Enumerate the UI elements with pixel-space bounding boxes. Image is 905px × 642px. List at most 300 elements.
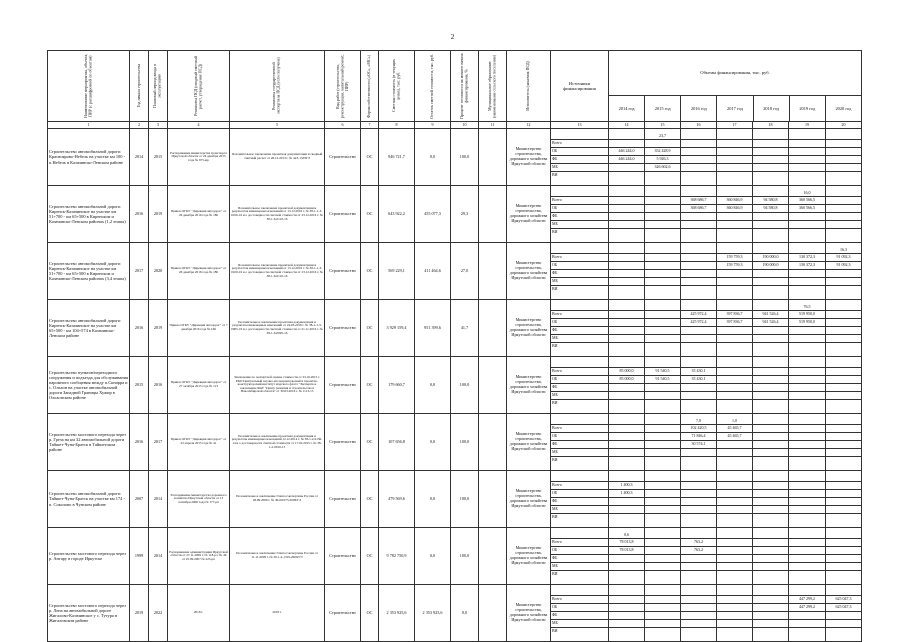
psd-details: Приказ ОГКУ "Дирекция автодорог" от 22 апреля 2015 года № 41 <box>168 414 230 471</box>
readiness-percent: 100,0 <box>451 357 479 414</box>
psd-details: Распоряжение администрации Иркутской области от 27.11.2006 г. № 118-р/с № 46 от 25.09.2007 № 223-рп <box>168 528 230 585</box>
funding-value: 35 430,1 <box>681 376 716 384</box>
estimated-cost: 569 229,1 <box>379 243 415 300</box>
funding-year-cell <box>645 243 681 300</box>
funding-value: 425 972,4 <box>681 319 716 327</box>
funding-value <box>645 425 680 433</box>
funding-value <box>645 596 680 604</box>
funding-value <box>789 327 825 335</box>
municipality <box>479 186 507 243</box>
percent-above <box>681 300 716 311</box>
funding-value <box>645 327 680 335</box>
source-label: ФБ <box>551 612 608 620</box>
funding-value <box>717 392 752 400</box>
funding-value <box>681 596 716 604</box>
funding-value <box>789 376 825 384</box>
funding-year-cell <box>609 300 645 357</box>
start-year: 2016 <box>130 186 149 243</box>
funding-year-cell <box>826 300 862 357</box>
funding-value <box>789 400 825 408</box>
percent-above: 76,5 <box>789 300 825 311</box>
funding-value <box>826 555 861 563</box>
funding-value <box>753 229 788 237</box>
funding-value: 625 047,3 <box>826 596 861 604</box>
funding-value <box>789 148 825 156</box>
funding-value <box>645 286 680 294</box>
funding-value: 360 566,5 <box>789 197 825 205</box>
funding-value <box>681 563 716 571</box>
percent-above <box>789 585 825 596</box>
remaining-cost: 0,0 <box>415 471 451 528</box>
funding-value <box>789 620 825 628</box>
funding-year-cell <box>645 414 681 471</box>
expertise-details: Положительное заключение проектная документация и результаты инженерных изысканий от 24.03.2016 г. № 38-1-1-3-0005-16 и о достоверности сметной стоимости от 21.11.2016 г. № 38-1-6-0095-16 <box>230 300 325 357</box>
funding-value <box>717 498 752 506</box>
column-number: 8 <box>379 122 415 129</box>
funding-value <box>717 140 752 148</box>
funding-year-cell <box>753 528 789 585</box>
municipality <box>479 528 507 585</box>
percent-above <box>753 243 788 254</box>
funding-value: 94 580,8 <box>753 205 788 213</box>
funding-value <box>717 156 752 164</box>
column-number: 9 <box>415 122 451 129</box>
end-year: 2022 <box>149 585 168 642</box>
object-name: Строительство автомобильной дороги Красноярово-Небель на участке км 100 - п.Небель в Казачинско-Ленском районе <box>48 129 130 186</box>
work-type: Строительство <box>325 243 361 300</box>
funding-value <box>609 343 644 351</box>
start-year: 2016 <box>130 414 149 471</box>
funding-value: 368 686,7 <box>681 205 716 213</box>
funding-value <box>645 311 680 319</box>
funding-year-cell <box>681 414 717 471</box>
source-label: Всего <box>551 197 608 205</box>
funding-value <box>826 221 861 229</box>
funding-year-cell <box>717 186 753 243</box>
percent-above: 7,0 <box>681 414 716 425</box>
funding-value <box>645 270 680 278</box>
funding-value <box>645 392 680 400</box>
funding-value <box>826 571 861 579</box>
funding-year-cell <box>681 186 717 243</box>
funding-value <box>826 197 861 205</box>
funding-year-cell <box>717 528 753 585</box>
funding-value <box>826 229 861 237</box>
funding-year-cell <box>826 471 862 528</box>
funding-value: 368 686,7 <box>681 197 716 205</box>
percent-above <box>717 528 752 539</box>
funding-year-cell <box>789 414 826 471</box>
funding-value <box>609 221 644 229</box>
funding-value <box>609 392 644 400</box>
funding-value: 519 950,0 <box>789 311 825 319</box>
funding-value <box>789 156 825 164</box>
funding-year-cell <box>826 186 862 243</box>
funding-value <box>681 449 716 457</box>
source-label: МБ <box>551 506 608 514</box>
percent-above <box>681 528 716 539</box>
investment-table <box>47 50 862 642</box>
source-label: Всего <box>551 596 608 604</box>
year-header: 2017 год <box>717 96 753 121</box>
remaining-cost: 411 464,6 <box>415 243 451 300</box>
table-row <box>48 528 862 585</box>
funding-value <box>789 140 825 148</box>
funding-value <box>645 441 680 449</box>
executor: Министерство строительства, дорожного хозяйства Иркутской области <box>507 243 551 300</box>
funding-year-cell <box>645 300 681 357</box>
funding-value <box>826 156 861 164</box>
funding-value: 397 836,7 <box>717 319 752 327</box>
funding-value <box>645 490 680 498</box>
ownership: ОС <box>361 357 379 414</box>
funding-value <box>753 441 788 449</box>
funding-year-cell <box>826 414 862 471</box>
start-year: 2017 <box>130 243 149 300</box>
funding-value: 159 759,3 <box>717 254 752 262</box>
municipality <box>479 357 507 414</box>
funding-year-cell <box>681 129 717 186</box>
funding-value <box>826 368 861 376</box>
percent-above <box>753 129 788 140</box>
funding-year-cell <box>609 186 645 243</box>
year-header: 2019 год <box>790 96 826 121</box>
start-year: 2014 <box>130 129 149 186</box>
funding-value: 360 566,5 <box>789 205 825 213</box>
source-label: ФБ <box>551 441 608 449</box>
funding-year-cell <box>789 300 826 357</box>
readiness-percent: 100,0 <box>451 528 479 585</box>
funding-value: 425 972,4 <box>681 311 716 319</box>
funding-value <box>789 628 825 636</box>
header-col4: Реквизиты ПСД (сводный сметный расчет, утверждение ПСД) <box>168 51 230 122</box>
funding-value <box>609 457 644 465</box>
funding-value: 159 759,3 <box>717 262 752 270</box>
funding-value <box>645 335 680 343</box>
remaining-cost: 0,0 <box>415 357 451 414</box>
table-row <box>48 186 862 243</box>
funding-value <box>645 384 680 392</box>
source-label: Всего <box>551 482 608 490</box>
funding-value: 397 836,7 <box>717 311 752 319</box>
funding-value <box>753 368 788 376</box>
column-number: 16 <box>681 122 717 129</box>
table-row <box>48 300 862 357</box>
funding-value: 130 372,3 <box>789 262 825 270</box>
funding-value <box>681 628 716 636</box>
year-header: 2015 год <box>645 96 681 121</box>
ownership: ОС <box>361 528 379 585</box>
funding-value: 1 400,3 <box>609 490 644 498</box>
percent-above <box>717 129 752 140</box>
header-col5: Реквизиты государственной экспертизы ПСД (если получена) <box>230 51 325 122</box>
funding-value <box>753 563 788 571</box>
percent-above <box>826 471 861 482</box>
funding-sources <box>551 186 609 243</box>
funding-value <box>717 506 752 514</box>
source-label: ВИ <box>552 286 558 292</box>
funding-value <box>717 547 752 555</box>
funding-sources <box>551 414 609 471</box>
funding-value <box>681 278 716 286</box>
funding-value <box>609 571 644 579</box>
estimated-cost: 179 660,7 <box>379 357 415 414</box>
funding-value <box>753 506 788 514</box>
funding-value <box>826 490 861 498</box>
percent-above <box>645 300 680 311</box>
funding-value <box>789 343 825 351</box>
funding-value <box>753 571 788 579</box>
ownership: ОС <box>361 471 379 528</box>
funding-value <box>681 392 716 400</box>
funding-year-cell <box>753 357 789 414</box>
page-number: 2 <box>450 33 455 41</box>
funding-value <box>789 384 825 392</box>
funding-value <box>609 262 644 270</box>
funding-value <box>826 457 861 465</box>
funding-year-cell <box>789 186 826 243</box>
funding-value <box>753 433 788 441</box>
funding-value <box>681 262 716 270</box>
object-name: Строительство пунктов/переходного сооружения и подъезда для обслуживания паромного сообщения между п.Скнарра и с. Ольхон на участке автомобильной дороги Западной Границы Хужир в Ольхонском районе <box>48 357 130 414</box>
source-label: ВИ <box>552 400 558 406</box>
percent-above <box>609 585 644 596</box>
funding-value <box>609 140 644 148</box>
funding-value <box>753 596 788 604</box>
percent-above: 1,0 <box>717 414 752 425</box>
funding-value <box>645 278 680 286</box>
funding-value: 91 092,3 <box>826 254 861 262</box>
percent-above <box>681 585 716 596</box>
funding-value <box>645 221 680 229</box>
column-number: 1 <box>48 122 130 129</box>
funding-year-cell <box>753 414 789 471</box>
funding-value <box>681 620 716 628</box>
work-type: Строительство <box>325 186 361 243</box>
funding-value <box>717 270 752 278</box>
funding-value <box>717 612 752 620</box>
funding-value <box>681 221 716 229</box>
funding-value: 91 092,3 <box>826 262 861 270</box>
funding-value <box>645 506 680 514</box>
funding-value <box>609 506 644 514</box>
funding-value <box>717 400 752 408</box>
funding-year-cell <box>789 471 826 528</box>
estimated-cost: 2 353 925,6 <box>379 585 415 642</box>
funding-year-cell <box>681 243 717 300</box>
column-number: 10 <box>451 122 479 129</box>
source-label: ОБ <box>551 148 608 156</box>
source-label: МБ <box>551 221 608 229</box>
funding-value <box>826 400 861 408</box>
funding-value <box>609 319 644 327</box>
funding-value <box>753 498 788 506</box>
funding-value <box>717 335 752 343</box>
funding-value: 78 013,8 <box>609 547 644 555</box>
expertise-details: Положительное заключение Главгосэкспертизы России от 11.11.2009 г. № 30-1-4-1319-2009/ГЭ <box>230 528 325 585</box>
funding-value <box>645 539 680 547</box>
source-label: Всего <box>551 140 608 148</box>
funding-value <box>681 156 716 164</box>
column-number: 4 <box>168 122 230 129</box>
header-col2: Год начала строительства <box>130 51 149 122</box>
funding-year-cell <box>681 528 717 585</box>
funding-value <box>753 400 788 408</box>
funding-value <box>609 425 644 433</box>
funding-value <box>609 278 644 286</box>
funding-value <box>826 270 861 278</box>
funding-value <box>753 278 788 286</box>
ownership: ОС <box>361 129 379 186</box>
funding-value <box>717 148 752 156</box>
source-label: ВИ <box>552 229 558 235</box>
percent-above <box>826 414 861 425</box>
funding-year-cell <box>645 471 681 528</box>
funding-value <box>826 449 861 457</box>
executor: Министерство строительства, дорожного хозяйства Иркутской области <box>507 186 551 243</box>
funding-value <box>681 172 716 180</box>
percent-above <box>681 186 716 197</box>
funding-value <box>789 392 825 400</box>
funding-value <box>681 482 716 490</box>
object-name: Строительство мостового перехода через р. Лена на автомобильной дороге Жигалово-Казачинское у с. Тутура в Жигаловском районе <box>48 585 130 642</box>
percent-above <box>753 585 788 596</box>
funding-value <box>609 205 644 213</box>
funding-value <box>826 482 861 490</box>
funding-value <box>789 539 825 547</box>
funding-value <box>753 457 788 465</box>
funding-value <box>609 384 644 392</box>
funding-value: 78 013,8 <box>609 539 644 547</box>
start-year: 2016 <box>130 300 149 357</box>
column-number: 15 <box>645 122 681 129</box>
work-type: Строительство <box>325 300 361 357</box>
funding-value <box>609 555 644 563</box>
funding-value <box>789 457 825 465</box>
ownership: ОС <box>361 186 379 243</box>
funding-value <box>789 433 825 441</box>
funding-value: 1 400,3 <box>609 482 644 490</box>
funding-value: 360 846,9 <box>717 205 752 213</box>
funding-year-cell <box>789 357 826 414</box>
funding-value <box>826 172 861 180</box>
source-label: МБ <box>551 563 608 571</box>
readiness-percent: 27,0 <box>451 243 479 300</box>
funding-value <box>826 563 861 571</box>
funding-value <box>753 449 788 457</box>
funding-value <box>609 604 644 612</box>
percent-above <box>789 528 825 539</box>
funding-value <box>681 604 716 612</box>
percent-above <box>717 186 752 197</box>
column-number: 19 <box>789 122 826 129</box>
funding-value: 763,2 <box>681 547 716 555</box>
municipality <box>479 585 507 642</box>
funding-value <box>609 498 644 506</box>
funding-value: 45 465,7 <box>717 433 752 441</box>
column-number: 3 <box>149 122 168 129</box>
funding-value <box>826 343 861 351</box>
funding-year-cell <box>681 357 717 414</box>
funding-value <box>681 457 716 465</box>
object-name: Строительство автомобильной дороги Тайшет-Чуна-Братск на участке км 174 - п. Соколово в Чунском районе <box>48 471 130 528</box>
funding-value <box>717 482 752 490</box>
source-label: ФБ <box>551 384 608 392</box>
funding-value <box>789 555 825 563</box>
funding-value <box>681 286 716 294</box>
psd-details: Распоряжение министерства транспорта Иркутской области от 24 декабря 2013 года № 675-мр <box>168 129 230 186</box>
funding-value <box>717 343 752 351</box>
percent-above <box>826 357 861 368</box>
funding-value <box>681 514 716 522</box>
funding-value: 35 430,1 <box>681 368 716 376</box>
funding-value <box>717 229 752 237</box>
funding-value <box>681 148 716 156</box>
funding-year-cell <box>826 357 862 414</box>
funding-value: 94 580,8 <box>753 197 788 205</box>
year-header: 2020 год <box>835 105 852 111</box>
funding-value <box>826 425 861 433</box>
funding-value <box>753 604 788 612</box>
percent-above: 16,3 <box>826 243 861 254</box>
executor: Министерство строительства, дорожного хозяйства Иркутской области <box>507 300 551 357</box>
percent-above <box>717 357 752 368</box>
expertise-details: Заключение по экспертной оценке стоимости от 23.10.2015 г. ЕКО Центральный научно-исследовательский и проектно-конструкторский институт морского флота "Экспертное заключение ФАУ "Центр развития и строительства в Новосибирской области" от 30.03.2016 г. № 1113-15 <box>230 357 325 414</box>
column-number: 2 <box>130 122 149 129</box>
end-year: 2019 <box>149 300 168 357</box>
funding-value <box>826 205 861 213</box>
funding-value <box>753 164 788 172</box>
percent-above <box>717 243 752 254</box>
funding-value <box>609 164 644 172</box>
percent-above <box>645 471 680 482</box>
funding-value <box>717 327 752 335</box>
funding-value <box>789 278 825 286</box>
header-col7: Форма собственности («ОС», «МС») <box>361 51 379 122</box>
funding-value <box>789 563 825 571</box>
funding-value <box>826 384 861 392</box>
funding-year-cell <box>645 186 681 243</box>
funding-value <box>645 400 680 408</box>
municipality <box>479 471 507 528</box>
header-row <box>48 51 862 122</box>
funding-year-cell <box>681 585 717 642</box>
work-type: Строительство <box>325 357 361 414</box>
funding-value <box>717 628 752 636</box>
percent-above <box>753 186 788 197</box>
funding-value <box>681 400 716 408</box>
table-row <box>48 243 862 300</box>
column-number: 11 <box>479 122 507 129</box>
executor: Министерство строительства, дорожного хозяйства Иркутской области <box>507 414 551 471</box>
funding-value <box>826 514 861 522</box>
funding-value <box>753 270 788 278</box>
percent-above <box>826 585 861 596</box>
executor: Министерство строительства, дорожного хозяйства Иркутской области <box>507 129 551 186</box>
funding-year-cell <box>681 471 717 528</box>
funding-value <box>645 612 680 620</box>
source-label: ВИ <box>552 571 558 577</box>
readiness-percent: 29,3 <box>451 186 479 243</box>
object-name: Строительство мостового перехода через р. Ангару в городе Иркутске <box>48 528 130 585</box>
source-label: МБ <box>551 392 608 400</box>
funding-value <box>753 156 788 164</box>
remaining-cost: 951 399,6 <box>415 300 451 357</box>
municipality <box>479 414 507 471</box>
header-col6: Вид работ (строительство, реконструкция, капитальный ремонт, ПИР) <box>325 51 361 122</box>
source-label: ФБ <box>551 270 608 278</box>
funding-value <box>609 213 644 221</box>
